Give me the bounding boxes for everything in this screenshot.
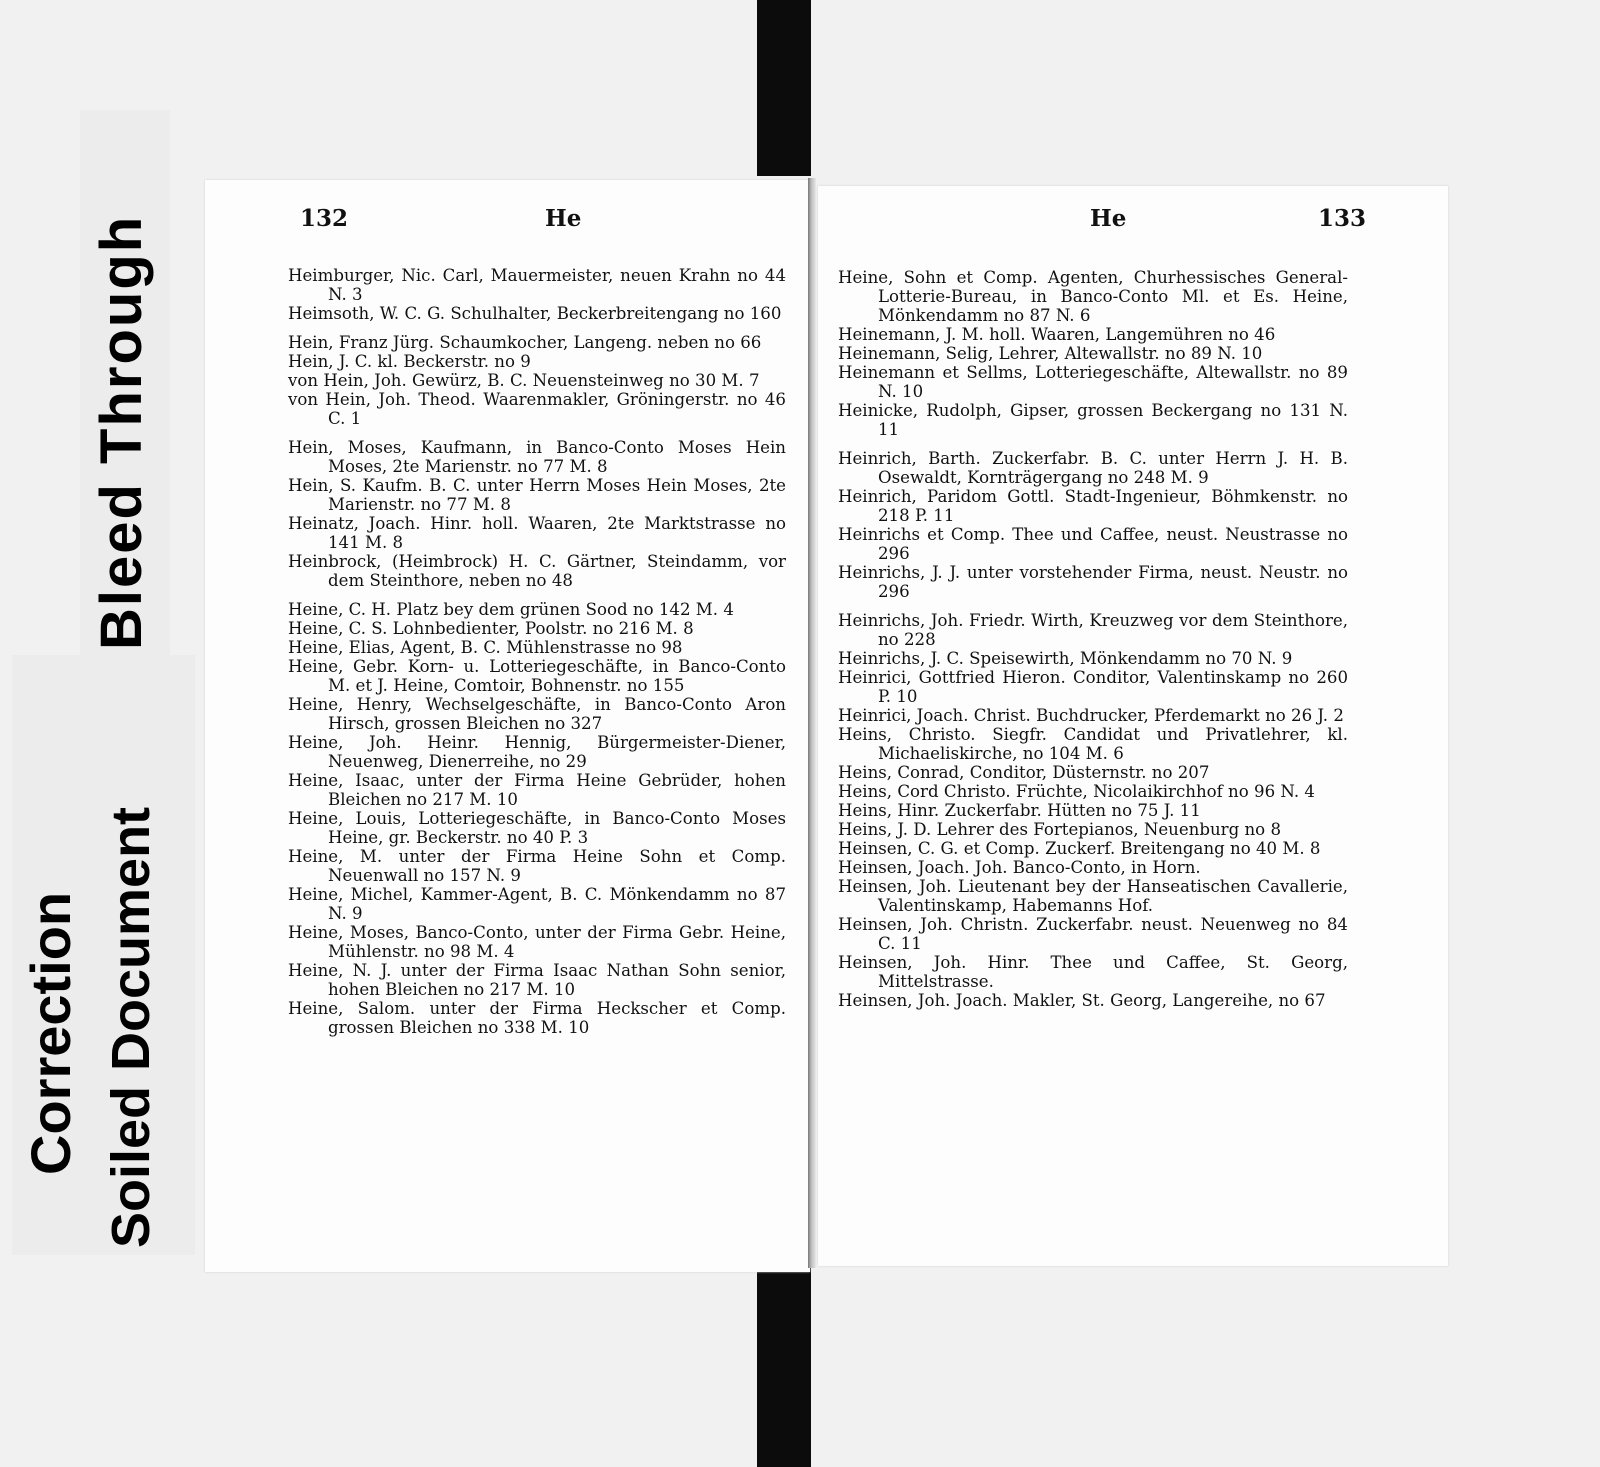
soiled-document-label: Soiled Document [101, 806, 161, 1248]
directory-entry: Hein, J. C. kl. Beckerstr. no 9 [288, 352, 531, 371]
directory-entry: Hein, S. Kaufm. B. C. unter Herrn Moses Hein Moses, 2te Marienstr. no 77 M. 8 [288, 476, 786, 514]
directory-entry: Heinsen, Joh. Joach. Makler, St. Georg, Langereihe, no 67 [838, 991, 1326, 1010]
right-entries [838, 268, 1348, 1010]
directory-entry: von Hein, Joh. Theod. Waarenmakler, Gröningerstr. no 46 C. 1 [288, 390, 786, 428]
directory-entry: Heinemann et Sellms, Lotteriegeschäfte, Altewallstr. no 89 N. 10 [838, 363, 1348, 401]
directory-entry: Heinrici, Gottfried Hieron. Conditor, Valentinskamp no 260 P. 10 [838, 668, 1348, 706]
book-gutter [808, 178, 816, 1268]
directory-entry: Heins, Christo. Siegfr. Candidat und Privatlehrer, kl. Michaeliskirche, no 104 M. 6 [838, 725, 1348, 763]
directory-entry: Heinsen, C. G. et Comp. Zuckerf. Breitengang no 40 M. 8 [838, 839, 1321, 858]
spine-strip-top [757, 0, 811, 176]
directory-entry: Heine, Sohn et Comp. Agenten, Churhessisches General-Lotterie-Bureau, in Banco-Conto Ml. et Es. Heine, Mönkendamm no 87 N. 6 [838, 268, 1348, 325]
directory-entry: Heinemann, Selig, Lehrer, Altewallstr. no 89 N. 10 [838, 344, 1263, 363]
directory-entry: Heine, Elias, Agent, B. C. Mühlenstrasse no 98 [288, 638, 683, 657]
directory-entry: Heinatz, Joach. Hinr. holl. Waaren, 2te Marktstrasse no 141 M. 8 [288, 514, 786, 552]
directory-entry: Heinrichs, J. J. unter vorstehender Firma, neust. Neustr. no 296 [838, 563, 1348, 601]
directory-entry: Heinrichs, Joh. Friedr. Wirth, Kreuzweg vor dem Steinthore, no 228 [838, 611, 1348, 649]
directory-entry: Heine, C. H. Platz bey dem grünen Sood no 142 M. 4 [288, 600, 734, 619]
directory-entry: Heinrichs, J. C. Speisewirth, Mönkendamm no 70 N. 9 [838, 649, 1293, 668]
directory-entry: Heine, N. J. unter der Firma Isaac Nathan Sohn senior, hohen Bleichen no 217 M. 10 [288, 961, 786, 999]
directory-entry: Heinemann, J. M. holl. Waaren, Langemühren no 46 [838, 325, 1276, 344]
directory-entry: Heine, Isaac, unter der Firma Heine Gebrüder, hohen Bleichen no 217 M. 10 [288, 771, 786, 809]
directory-entry: von Hein, Joh. Gewürz, B. C. Neuensteinweg no 30 M. 7 [288, 371, 760, 390]
directory-entry: Heimsoth, W. C. G. Schulhalter, Beckerbreitengang no 160 [288, 304, 782, 323]
directory-entry: Heine, M. unter der Firma Heine Sohn et Comp. Neuenwall no 157 N. 9 [288, 847, 786, 885]
correction-label: Correction [19, 891, 82, 1175]
directory-entry: Heinicke, Rudolph, Gipser, grossen Beckergang no 131 N. 11 [838, 401, 1348, 439]
spine-strip-bottom [757, 1262, 811, 1467]
left-page-number: 132 [300, 205, 349, 232]
directory-entry: Heinsen, Joh. Christn. Zuckerfabr. neust. Neuenweg no 84 C. 11 [838, 915, 1348, 953]
directory-entry: Heine, Henry, Wechselgeschäfte, in Banco-Conto Aron Hirsch, grossen Bleichen no 327 [288, 695, 786, 733]
directory-entry: Heinrich, Paridom Gottl. Stadt-Ingenieur, Böhmkenstr. no 218 P. 11 [838, 487, 1348, 525]
directory-entry: Heinrich, Barth. Zuckerfabr. B. C. unter Herrn J. H. B. Osewaldt, Kornträgergang no 248 M. 9 [838, 449, 1348, 487]
directory-entry: Heine, Louis, Lotteriegeschäfte, in Banco-Conto Moses Heine, gr. Beckerstr. no 40 P. 3 [288, 809, 786, 847]
directory-entry: Heimburger, Nic. Carl, Mauermeister, neuen Krahn no 44 N. 3 [288, 266, 786, 304]
directory-entry: Heine, Moses, Banco-Conto, unter der Firma Gebr. Heine, Mühlenstr. no 98 M. 4 [288, 923, 786, 961]
directory-entry: Heine, Salom. unter der Firma Heckscher et Comp. grossen Bleichen no 338 M. 10 [288, 999, 786, 1037]
directory-entry: Heine, C. S. Lohnbedienter, Poolstr. no 216 M. 8 [288, 619, 694, 638]
left-running-head: He [545, 205, 582, 232]
bleed-through-label: Bleed Through [89, 214, 154, 650]
right-running-head: He [1090, 205, 1127, 232]
directory-entry: Hein, Franz Jürg. Schaumkocher, Langeng. neben no 66 [288, 333, 762, 352]
directory-entry: Heinsen, Joh. Hinr. Thee und Caffee, St. Georg, Mittelstrasse. [838, 953, 1348, 991]
left-entries [288, 266, 786, 1037]
directory-entry: Heins, Cord Christo. Früchte, Nicolaikirchhof no 96 N. 4 [838, 782, 1315, 801]
directory-entry: Heinsen, Joach. Joh. Banco-Conto, in Horn. [838, 858, 1201, 877]
directory-entry: Hein, Moses, Kaufmann, in Banco-Conto Moses Hein Moses, 2te Marienstr. no 77 M. 8 [288, 438, 786, 476]
directory-entry: Heine, Michel, Kammer-Agent, B. C. Mönkendamm no 87 N. 9 [288, 885, 786, 923]
directory-entry: Heinrici, Joach. Christ. Buchdrucker, Pferdemarkt no 26 J. 2 [838, 706, 1344, 725]
directory-entry: Heins, J. D. Lehrer des Fortepianos, Neuenburg no 8 [838, 820, 1282, 839]
directory-entry: Heinrichs et Comp. Thee und Caffee, neust. Neustrasse no 296 [838, 525, 1348, 563]
directory-entry: Heinbrock, (Heimbrock) H. C. Gärtner, Steindamm, vor dem Steinthore, neben no 48 [288, 552, 786, 590]
directory-entry: Heine, Gebr. Korn- u. Lotteriegeschäfte, in Banco-Conto M. et J. Heine, Comtoir, Bohnenstr. no 155 [288, 657, 786, 695]
directory-entry: Heinsen, Joh. Lieutenant bey der Hanseatischen Cavallerie, Valentinskamp, Habemanns Hof. [838, 877, 1348, 915]
right-page-number: 133 [1318, 205, 1367, 232]
directory-entry: Heins, Hinr. Zuckerfabr. Hütten no 75 J. 11 [838, 801, 1201, 820]
directory-entry: Heine, Joh. Heinr. Hennig, Bürgermeister-Diener, Neuenweg, Dienerreihe, no 29 [288, 733, 786, 771]
directory-entry: Heins, Conrad, Conditor, Düsternstr. no 207 [838, 763, 1210, 782]
